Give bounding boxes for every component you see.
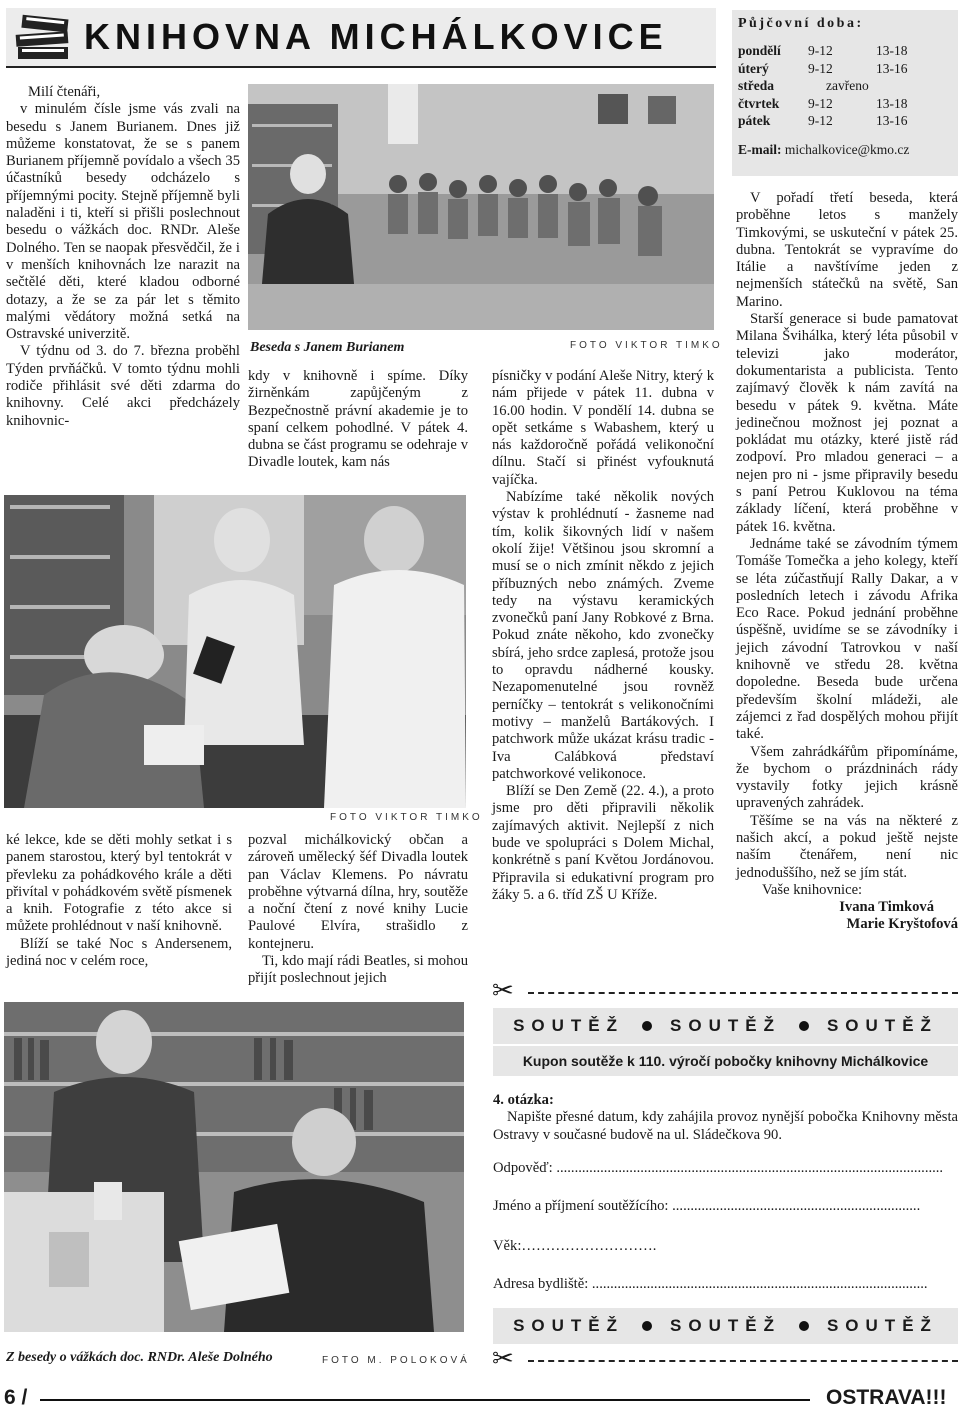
photo-caption: Z besedy o vážkách doc. RNDr. Aleše Dolného — [6, 1350, 273, 1365]
photo-credit: FOTO VIKTOR TIMKO — [570, 340, 723, 351]
article-paragraph: kdy v knihovně i spíme. Díky žirněnkám zapůjčeným z Bezpečnostně právní akademie je to spaní celkem pohodlné. V pátek 4. dubna se část programu se odehraje v Divadle loutek, kam nás — [248, 368, 468, 471]
masthead — [6, 8, 716, 68]
contest-banner: SOUTĚŽ SOUTĚŽ SOUTĚŽ — [493, 1008, 958, 1044]
article-paragraph: Blíží se Den Země (22. 4.), a proto jsme pro děti připravili několik zajímavých aktivit. Nejlepší z nich bude ve spolupráci s Dolem Michal, konkrétně s paní Květou Jordánovou. Připravila si edukativní program pro žáky 5. a 6. tříd ZŠ U Kříže. — [492, 783, 714, 903]
contest-question — [493, 1092, 958, 1144]
coupon-title: Kupon soutěže k 110. výročí pobočky knihovny Michálkovice — [493, 1046, 958, 1076]
contest-banner: SOUTĚŽ SOUTĚŽ SOUTĚŽ — [493, 1308, 958, 1344]
signature-name: Marie Kryštofová — [846, 916, 958, 933]
column-2-top — [248, 368, 468, 472]
cut-line — [528, 1360, 958, 1362]
opening-hours-title: Půjčovní doba: — [738, 16, 864, 31]
hours-row: pondělí 9-12 13-18 — [738, 43, 908, 58]
column-1-bottom — [6, 832, 232, 970]
signature-name: Ivana Timková — [839, 899, 934, 916]
article-paragraph: ké lekce, kde se děti mohly setkat i s panem starostou, který byl tentokrát v převleku za pohádkového krále a děti přivítal v pohádkovém světě písmenek a knih. Fotografie z této akce si můžete prohlédnout v naší knihovně. — [6, 832, 232, 935]
article-paragraph: Ti, kdo mají rádi Beatles, si mohou přijít poslechnout jejich — [248, 953, 468, 987]
age-field[interactable]: Věk:………………………. — [493, 1238, 657, 1254]
article-paragraph: Blíží se také Noc s Andersenem, jediná noc v celém roce, — [6, 935, 232, 970]
column-2-bottom — [248, 832, 468, 988]
photo-caption: Beseda s Janem Burianem — [250, 340, 405, 355]
hours-row: čtvrtek 9-12 13-18 — [738, 95, 908, 111]
article-paragraph: Jednáme také se závodním týmem Tomáše Tomečka a jeho kolegy, kteří se léta zúčastňují Rally Dakar, a v posledních letech i závodu Afrika Eco Race. Pokud jednání proběhne úspěšně, uvidíme se se závodníky i jejich závodní Tatrovkou v naší knihovně ve středu 28. května dopoledne. Beseda bude určena především školní mládeži, ale zájemci z řad dospělých mohou přijít také. — [736, 535, 958, 743]
article-paragraph: písničky v podání Aleše Nitry, který k nám přijede v pátek 11. dubna v 16.00 hodin. V pondělí 14. dubna se opět setkáme s Wabashem, který u nás každoročně pořádá velikonoční dílnu. Stačí si přinést vyfouknutá vajíčka. — [492, 368, 714, 488]
name-field[interactable]: Jméno a příjmení soutěžícího: .................................................................... — [493, 1198, 921, 1214]
scissors-icon: ✂ — [492, 976, 514, 1005]
article-paragraph: Starší generace si bude pamatovat Milana Švihálka, který léta působil v televizi jako moderátor, dokumentarista a publicista. Tento zajímavý člověk k nám zavítá na besedu v pátek 9. května. Máte jedinečnou možnost jej poznat a pokládat mu otázky, které jistě rád zodpoví. Pro mladou generaci – a nejen pro ni - jsme připravily besedu s paní Petrou Kuklovou na téma základy líčení, která proběhne v pátek 16. května. — [736, 311, 958, 535]
cut-line — [528, 992, 958, 994]
question-text: Napište přesné datum, kdy zahájila provoz nynější pobočka Knihovny města Ostravy v současné budově na ul. Sládečkova 90. — [493, 1109, 958, 1143]
column-3 — [492, 368, 714, 904]
column-4 — [736, 190, 958, 934]
hours-row: pátek 9-12 13-16 — [738, 113, 908, 128]
photo-credit: FOTO VIKTOR TIMKO — [330, 812, 483, 823]
page-number: 6 / — [4, 1386, 28, 1409]
photo-book-signing — [4, 495, 466, 808]
answer-field[interactable]: Odpověď: .......................................................................................................... — [493, 1160, 944, 1176]
photo-credit: FOTO M. POLOKOVÁ — [322, 1355, 470, 1366]
address-field[interactable]: Adresa bydliště: ............................................................................................ — [493, 1276, 928, 1292]
article-paragraph: V týdnu od 3. do 7. března proběhl Týden prvňáčků. V tomto týdnu mohli rodiče přihlásit své děti zdarma do knihovny. Celé akci předcházely knihovnic- — [6, 343, 240, 429]
article-paragraph: Nabízíme také několik nových výstav k prohlédnutí - žasneme nad tím, kolik šikovných lidí v našem okolí žije! Většinou jsou skromní a musí se o nich zmínit někdo z jejich příbuzných nebo známých. Zveme tedy na výstavu keramických zvonečků paní Jany Robkové z Brna. Pokud znáte někoho, kdo zvonečky sbírá, jeho srdce zaplesá, protože jsou to opravdu nádherné kousky. Nezapomenutelné jsou rovněž perníčky – tentokrát s velikonočními motivy – manželů Bartákových. I patchwork může ukázat krásu tradic - Iva Calábková představí patchworkové velikonoce. — [492, 489, 714, 782]
footer-rule — [40, 1399, 810, 1401]
email-link[interactable]: michalkovice@kmo.cz — [784, 141, 910, 157]
column-1-top — [6, 84, 240, 430]
article-paragraph: Všem zahrádkářům připomínáme, že bychom o prázdninách rády vystavily fotky jejich krásně upravených zahrádek. — [736, 743, 958, 812]
article-paragraph: v minulém čísle jsme vás zvali na besedu s Janem Burianem. Dnes již můžeme konstatovat, že se s panem Burianem příjemně povídalo a všech 35 účastníků besedy odcházelo s příjemnými pocity. Stejně příjemně byli naladěni i ti, kteří si přišli poslechnout besedu o vážkách doc. RNDr. Aleše Dolného. Ten se naopak přesvědčil, že i v menších knihovnách lze narazit na sečtělé děti, které kladou odborné dotazy, a že se za pár let s těmito malými vědátory možná setká na Ostravské univerzitě. — [6, 101, 240, 343]
article-paragraph: Těšíme se na vás na některé z našich akcí, a pokud ještě nejste naším čtenářem, není nic jednoduššího, než se jím stát. — [736, 812, 958, 881]
opening-hours-box — [732, 10, 958, 176]
question-label: 4. otázka: — [493, 1092, 554, 1108]
books-stack-icon — [14, 9, 74, 65]
article-paragraph: V pořadí třetí beseda, která proběhne letos s manžely Timkovými, se uskuteční v pátek 25. dubna. Tentokrát se vypravíme do Itálie a navštívíme jeden z nejmenších státečků na světě, San Marino. — [736, 190, 958, 310]
sign-off: Vaše knihovnice: — [762, 881, 863, 898]
hours-row: úterý 9-12 13-16 — [738, 60, 908, 76]
hours-row: středa zavřeno — [738, 78, 869, 93]
city-name: OSTRAVA!!! — [826, 1386, 947, 1409]
greeting: Milí čtenáři, — [28, 84, 101, 100]
email-line: E-mail: michalkovice@kmo.cz — [738, 141, 910, 157]
photo-beseda-burian — [248, 84, 714, 330]
scissors-icon: ✂ — [492, 1344, 514, 1373]
page-title: KNIHOVNA MICHÁLKOVICE — [84, 16, 668, 57]
article-paragraph: pozval michálkovický občan a zároveň umělecký šéf Divadla loutek pan Václav Klemens. Po návratu proběhne výtvarná dílna, hry, soutěže a noční čtení z nové knihy Lucie Paulové Elvíra, strašidlo z kontejneru. — [248, 832, 468, 952]
photo-beseda-vazky — [4, 1002, 464, 1332]
